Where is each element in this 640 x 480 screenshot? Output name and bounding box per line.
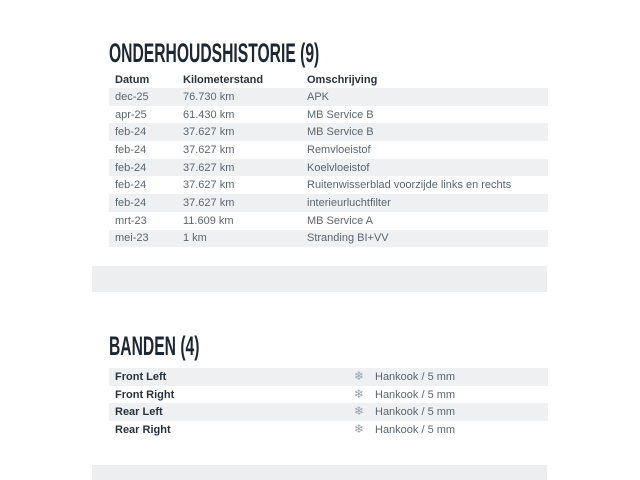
maintenance-row-description: Koelvloeistof — [307, 161, 370, 174]
maintenance-table-row — [109, 159, 548, 177]
tyre-position-label: Rear Right — [115, 423, 171, 436]
maintenance-table-row — [109, 141, 548, 159]
tyre-brand-depth: Hankook / 5 mm — [375, 388, 456, 401]
maintenance-row-odometer: 37.627 km — [183, 196, 235, 209]
maintenance-row-description: interieurluchtfilter — [307, 196, 391, 209]
tyre-table-row — [109, 386, 548, 404]
maintenance-table-row — [109, 88, 548, 106]
snowflake-icon: ❄ — [353, 422, 365, 437]
tyre-table-row — [109, 368, 548, 386]
maintenance-row-date: feb-24 — [115, 143, 147, 156]
maintenance-row-description: MB Service B — [307, 108, 374, 121]
maintenance-row-description: Stranding BI+VV — [307, 232, 389, 245]
maintenance-row-odometer: 11.609 km — [183, 214, 234, 227]
maintenance-table-row — [109, 123, 548, 141]
maintenance-row-odometer: 61.430 km — [183, 108, 235, 121]
section-divider — [92, 465, 547, 480]
maintenance-row-odometer: 37.627 km — [183, 161, 235, 174]
snowflake-icon: ❄ — [353, 404, 365, 419]
snowflake-icon: ❄ — [353, 386, 365, 401]
maintenance-row-description: APK — [307, 90, 330, 103]
maintenance-history-title: ONDERHOUDSHISTORIE (9) — [109, 38, 320, 69]
tyre-table-row — [109, 403, 548, 421]
maintenance-row-date: mei-23 — [115, 232, 149, 245]
maintenance-table-header — [109, 72, 548, 88]
maintenance-row-date: dec-25 — [115, 90, 149, 103]
maintenance-table-row — [109, 194, 548, 212]
tyre-brand-depth: Hankook / 5 mm — [375, 370, 456, 383]
tyres-table — [109, 368, 548, 439]
maintenance-row-description: MB Service B — [307, 126, 374, 139]
column-header-omschrijving: Omschrijving — [307, 74, 378, 86]
maintenance-row-description: Ruitenwisserblad voorzijde links en rechts — [307, 179, 512, 192]
tyre-position-label: Front Right — [115, 388, 175, 401]
maintenance-row-odometer: 76.730 km — [183, 90, 235, 103]
maintenance-row-date: feb-24 — [115, 179, 147, 192]
maintenance-row-date: feb-24 — [115, 126, 147, 139]
maintenance-row-odometer: 37.627 km — [183, 126, 235, 139]
tyre-brand-depth: Hankook / 5 mm — [375, 406, 456, 419]
maintenance-row-date: feb-24 — [115, 161, 147, 174]
maintenance-row-description: Remvloeistof — [307, 143, 371, 156]
maintenance-row-date: mrt-23 — [115, 214, 147, 227]
maintenance-row-odometer: 1 km — [183, 232, 207, 245]
tyre-brand-depth: Hankook / 5 mm — [375, 423, 456, 436]
snowflake-icon: ❄ — [353, 369, 365, 383]
maintenance-table-row — [109, 212, 548, 230]
maintenance-row-odometer: 37.627 km — [183, 179, 235, 192]
column-header-datum: Datum — [115, 74, 150, 86]
tyres-section-title: BANDEN (4) — [109, 331, 200, 362]
maintenance-table-row — [109, 176, 548, 194]
maintenance-row-date: feb-24 — [115, 196, 147, 209]
section-divider — [92, 266, 547, 292]
tyres-table-body — [109, 368, 548, 439]
maintenance-row-odometer: 37.627 km — [183, 143, 235, 156]
tyre-position-label: Rear Left — [115, 406, 163, 419]
maintenance-history-table — [109, 72, 548, 247]
tyre-position-label: Front Left — [115, 370, 167, 383]
column-header-kilometerstand: Kilometerstand — [183, 74, 264, 86]
tyre-table-row — [109, 421, 548, 439]
maintenance-table-row — [109, 230, 548, 248]
maintenance-row-date: apr-25 — [115, 108, 147, 121]
maintenance-table-row — [109, 106, 548, 124]
maintenance-table-body — [109, 88, 548, 247]
maintenance-row-description: MB Service A — [307, 214, 374, 227]
